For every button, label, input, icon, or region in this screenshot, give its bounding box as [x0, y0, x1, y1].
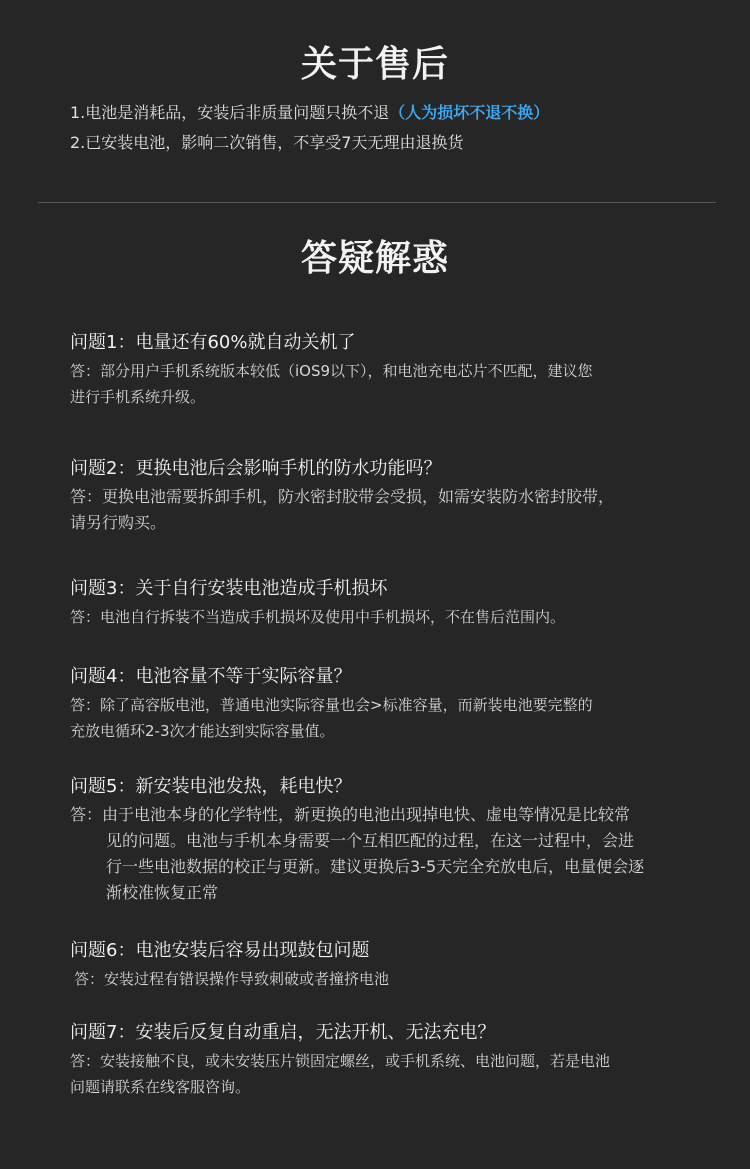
faq-item-4 — [70, 664, 710, 744]
faq-answer-line: 答：安装接触不良，或未安装压片锁固定螺丝，或手机系统、电池问题，若是电池 — [70, 1052, 611, 1070]
faq-answer-line: 见的问题。电池与手机本身需要一个互相匹配的过程，在这一过程中，会进 — [106, 831, 635, 850]
faq-title: 答疑解惑 — [300, 238, 449, 279]
faq-answer-line: 答：由于电池本身的化学特性，新更换的电池出现掉电快、虚电等情况是比较常 — [70, 805, 631, 824]
faq-answer-line: 答：电池自行拆装不当造成手机损坏及使用中手机损坏，不在售后范围内。 — [70, 608, 566, 626]
policy-line-1 — [70, 100, 549, 123]
aftersales-title: 关于售后 — [300, 44, 449, 85]
faq-item-6 — [70, 938, 710, 992]
faq-answer-line: 问题请联系在线客服咨询。 — [70, 1078, 251, 1096]
faq-answer-line: 行一些电池数据的校正与更新。建议更换后3-5天完全充放电后，电量便会逐 — [106, 857, 645, 876]
faq-item-7 — [70, 1020, 710, 1100]
faq-answer — [70, 484, 710, 536]
faq-question: 问题5：新安装电池发热，耗电快？ — [70, 776, 352, 797]
faq-answer-line: 答：除了高容版电池，普通电池实际容量也会>标准容量，而新装电池要完整的 — [70, 696, 593, 714]
faq-question: 问题2：更换电池后会影响手机的防水功能吗？ — [70, 458, 442, 479]
faq-answer — [70, 966, 710, 992]
faq-answer — [70, 604, 710, 630]
policy-1-highlight: （人为损坏不退不换） — [389, 103, 550, 122]
faq-question: 问题7：安装后反复自动重启，无法开机、无法充电？ — [70, 1022, 496, 1043]
faq-answer-line: 渐校准恢复正常 — [106, 883, 219, 902]
faq-item-1 — [70, 330, 710, 410]
faq-question: 问题6：电池安装后容易出现鼓包问题 — [70, 940, 370, 961]
faq-answer-line: 答：更换电池需要拆卸手机，防水密封胶带会受损，如需安装防水密封胶带， — [70, 487, 615, 506]
faq-answer-line: 请另行购买。 — [70, 513, 167, 532]
faq-question: 问题1：电量还有60%就自动关机了 — [70, 332, 356, 353]
section-divider — [38, 202, 716, 203]
faq-answer-line: 进行手机系统升级。 — [70, 388, 206, 406]
faq-answer-line: 充放电循环2-3次才能达到实际容量值。 — [70, 722, 335, 740]
faq-answer — [70, 1048, 710, 1100]
policy-line-2: 2.已安装电池，影响二次销售，不享受7天无理由退换货 — [70, 133, 464, 152]
faq-item-2 — [70, 456, 710, 536]
faq-question: 问题3：关于自行安装电池造成手机损坏 — [70, 578, 388, 599]
faq-answer-line: 答：安装过程有错误操作导致刺破或者撞挤电池 — [74, 970, 390, 988]
faq-answer — [70, 692, 710, 744]
faq-answer — [70, 802, 710, 906]
faq-item-3 — [70, 576, 710, 630]
policy-1-text: 1.电池是消耗品，安装后非质量问题只换不退 — [70, 103, 390, 122]
faq-answer-line: 答：部分用户手机系统版本较低（iOS9以下），和电池充电芯片不匹配，建议您 — [70, 362, 593, 380]
faq-answer — [70, 358, 710, 410]
faq-item-5 — [70, 774, 710, 906]
faq-question: 问题4：电池容量不等于实际容量？ — [70, 666, 352, 687]
